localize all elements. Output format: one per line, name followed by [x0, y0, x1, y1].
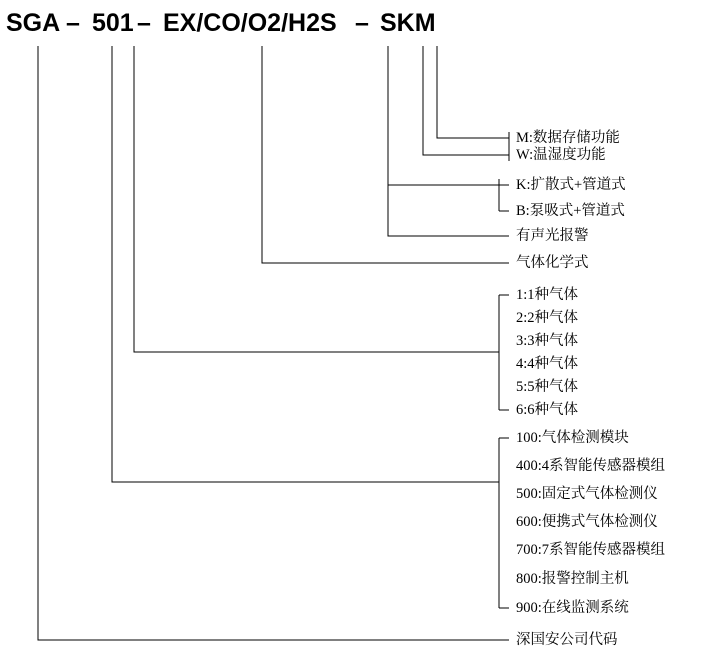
- code-segment-suffix: SKM: [380, 9, 436, 37]
- code-separator-1: –: [66, 9, 80, 37]
- label-series-900: 900:在线监测系统: [516, 600, 629, 616]
- label-sampling-K: K:扩散式+管道式: [516, 177, 626, 193]
- code-separator-2: –: [137, 9, 151, 37]
- code-separator-3: –: [355, 9, 369, 37]
- label-series-700: 700:7系智能传感器模组: [516, 542, 666, 558]
- label-suffix-W: W:温湿度功能: [516, 147, 606, 163]
- code-segment-gases: EX/CO/O2/H2S: [163, 9, 337, 37]
- label-series-800: 800:报警控制主机: [516, 571, 629, 587]
- label-suffix-M: M:数据存储功能: [516, 130, 620, 146]
- label-series-400: 400:4系智能传感器模组: [516, 458, 666, 474]
- label-series-100: 100:气体检测模块: [516, 430, 629, 446]
- label-gas-count-2: 2:2种气体: [516, 310, 579, 326]
- label-alarm: 有声光报警: [516, 228, 589, 244]
- label-series-500: 500:固定式气体检测仪: [516, 486, 658, 502]
- code-segment-series: 501: [92, 9, 134, 37]
- label-gas-count-5: 5:5种气体: [516, 379, 579, 395]
- code-segment-brand: SGA: [6, 9, 61, 37]
- label-gas-count-1: 1:1种气体: [516, 287, 579, 303]
- label-gas-count-3: 3:3种气体: [516, 333, 579, 349]
- label-sampling-B: B:泵吸式+管道式: [516, 203, 625, 219]
- label-gas-count-6: 6:6种气体: [516, 402, 579, 418]
- label-company-code: 深国安公司代码: [516, 632, 618, 648]
- label-gas-count-4: 4:4种气体: [516, 356, 579, 372]
- label-series-600: 600:便携式气体检测仪: [516, 514, 658, 530]
- label-sensor-principle: 气体化学式: [516, 255, 589, 271]
